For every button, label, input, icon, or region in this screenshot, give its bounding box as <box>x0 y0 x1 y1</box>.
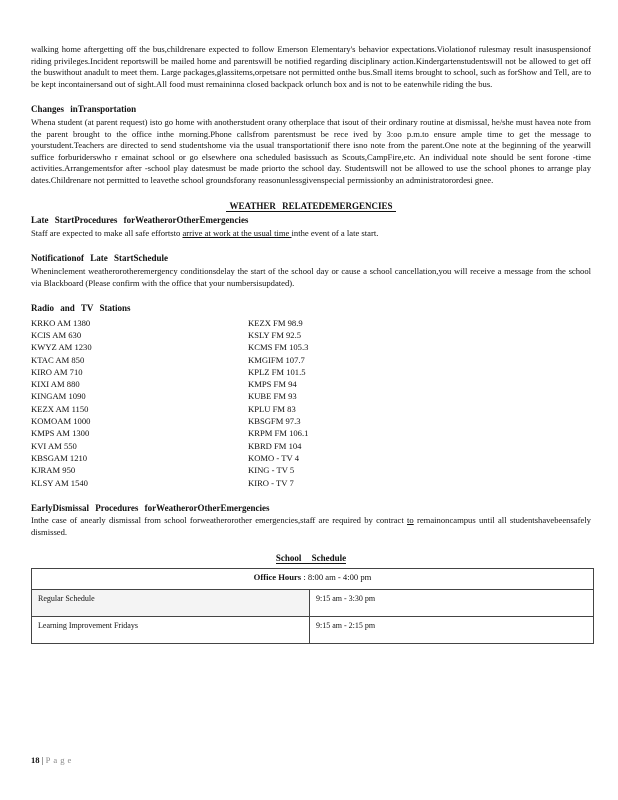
late-start-paragraph <box>31 228 591 240</box>
station-item: KIRO - TV 7 <box>248 477 294 488</box>
footer-page-label: Page <box>45 755 75 765</box>
office-hours-label: Office Hours <box>253 572 302 583</box>
station-item: KWYZ AM 1230 <box>31 342 92 353</box>
late-start-heading: Late StartProcedures forWeatherorOtherEmergencies <box>31 215 249 226</box>
station-item: KRKO AM 1380 <box>31 317 91 328</box>
office-hours-cell <box>32 569 594 590</box>
late-start-text-b: inthe event of a late start. <box>291 227 379 238</box>
station-item: KBSGFM 97.3 <box>248 416 301 427</box>
weather-section-title <box>31 201 591 213</box>
station-item: KLSY AM 1540 <box>31 477 88 488</box>
transportation-heading: Changes inTransportation <box>31 104 137 115</box>
schedule-time-cell: 9:15 am - 3:30 pm <box>310 590 594 617</box>
school-schedule-title <box>31 553 591 565</box>
station-item: KMPS FM 94 <box>248 379 297 390</box>
notification-heading: Notificationof Late StartSchedule <box>31 253 168 264</box>
station-item: KMGIFM 107.7 <box>248 354 305 365</box>
station-item: KRPM FM 106.1 <box>248 428 309 439</box>
station-item: KPLU FM 83 <box>248 403 296 414</box>
table-row <box>32 590 594 617</box>
office-hours-time: : 8:00 am - 4:00 pm <box>303 572 372 583</box>
page-footer <box>31 755 74 765</box>
early-dismissal-text-b: remainoncampus until all studentshavebeensafely dismissed. <box>31 515 591 538</box>
station-item: KINGAM 1090 <box>31 391 86 402</box>
schedule-name-cell: Regular Schedule <box>32 590 310 617</box>
station-item: KIXI AM 880 <box>31 379 80 390</box>
late-start-text-underlined: arrive at work at the usual time <box>182 227 292 238</box>
bus-rules-paragraph: walking home aftergetting off the bus,childrenare expected to follow Emerson Elementary's behavior expectations.Violationof rulesmay result inasuspensionof riding privileges.Incident reportswill be mailed home and parentswill be notified regarding disciplinary action.Kindergartenstudentswill not be allowed to get off the buswithout anadult to meet them. Large packages,glassitems,orpetsare not permitted onthe bus.Small items brought to school, such as forShow and Tell, are to be kept incontainersand out of sight.All food must remaininna closed backpack orlunch box and is not to be eatenwhile riding the bus. <box>31 44 591 89</box>
station-item: KOMOAM 1000 <box>31 416 91 427</box>
early-dismissal-heading: EarlyDismissal Procedures forWeatherorOtherEmergencies <box>31 502 270 513</box>
station-item: KBSGAM 1210 <box>31 452 88 463</box>
document-page <box>31 44 591 644</box>
table-row <box>32 617 594 644</box>
station-item: KSLY FM 92.5 <box>248 329 302 340</box>
late-start-text-a: Staff are expected to make all safe effortsto <box>31 227 183 238</box>
station-item: KIRO AM 710 <box>31 366 83 377</box>
station-item: KCIS AM 630 <box>31 329 82 340</box>
transportation-paragraph: Whena student (at parent request) isto go home with anotherstudent orany otherplace that isout of their ordinary routine at dismissal, he/she must havea note from the parent brought to the office inthe morning.Phone callsfrom parentsmust be rece ived by 3:oo p.m.to ensure ample time to get the message to yourstudent.Teachers are directed to send studentshome via the usual transportationif there isno note from the parent.One note at the beginning of the yearwill suffice forburiderswho r emainat school or go elsewhere ona scheduled basissuch as Scouts,CampFire,etc. An individual note should be sent forone -time activities.Arrangementsfor after -school play datesmust be made priorto the school day. Studentswill not be allowed to use the school phones to arrange play dates.Childrenare not permitted to leavethe school groundsforany reasonunlessgivenspecial permissionby an administratorordesi gnee. <box>31 116 591 185</box>
stations-heading: Radio and TV Stations <box>31 303 131 314</box>
station-item: KCMS FM 105.3 <box>248 342 309 353</box>
schedule-table <box>31 568 594 644</box>
schedule-name-cell: Learning Improvement Fridays <box>32 617 310 644</box>
schedule-time-cell: 9:15 am - 2:15 pm <box>310 617 594 644</box>
early-dismissal-paragraph <box>31 515 591 538</box>
station-item: KING - TV 5 <box>248 465 295 476</box>
schedule-title-text: School Schedule <box>275 552 347 563</box>
station-item: KMPS AM 1300 <box>31 428 90 439</box>
early-dismissal-text-underlined: to <box>407 515 414 526</box>
early-dismissal-text-a: Inthe case of anearly dismissal from school forweatherorother emergencies,staff are required by contract <box>31 515 408 526</box>
station-item: KJRAM 950 <box>31 465 76 476</box>
office-hours-row <box>32 569 594 590</box>
station-item: KEZX AM 1150 <box>31 403 89 414</box>
station-item: KTAC AM 850 <box>31 354 85 365</box>
station-item: KBRD FM 104 <box>248 440 302 451</box>
am-stations-column <box>31 317 248 489</box>
station-item: KOMO - TV 4 <box>248 452 300 463</box>
station-item: KPLZ FM 101.5 <box>248 366 306 377</box>
fm-tv-stations-column <box>248 317 308 489</box>
station-item: KVI AM 550 <box>31 440 77 451</box>
weather-title-text: WEATHER RELATEDEMERGENCIES <box>226 201 397 212</box>
stations-list <box>31 317 591 489</box>
footer-separator: | <box>39 755 46 765</box>
page-number: 18 <box>31 755 40 765</box>
station-item: KUBE FM 93 <box>248 391 297 402</box>
notification-paragraph: Wheninclement weatherorotheremergency conditionsdelay the start of the school day or cause a school cancellation,you will receive a message from the school via Blackboard (Please confirm with the office that your numbersisupdated). <box>31 265 591 288</box>
station-item: KEZX FM 98.9 <box>248 317 303 328</box>
